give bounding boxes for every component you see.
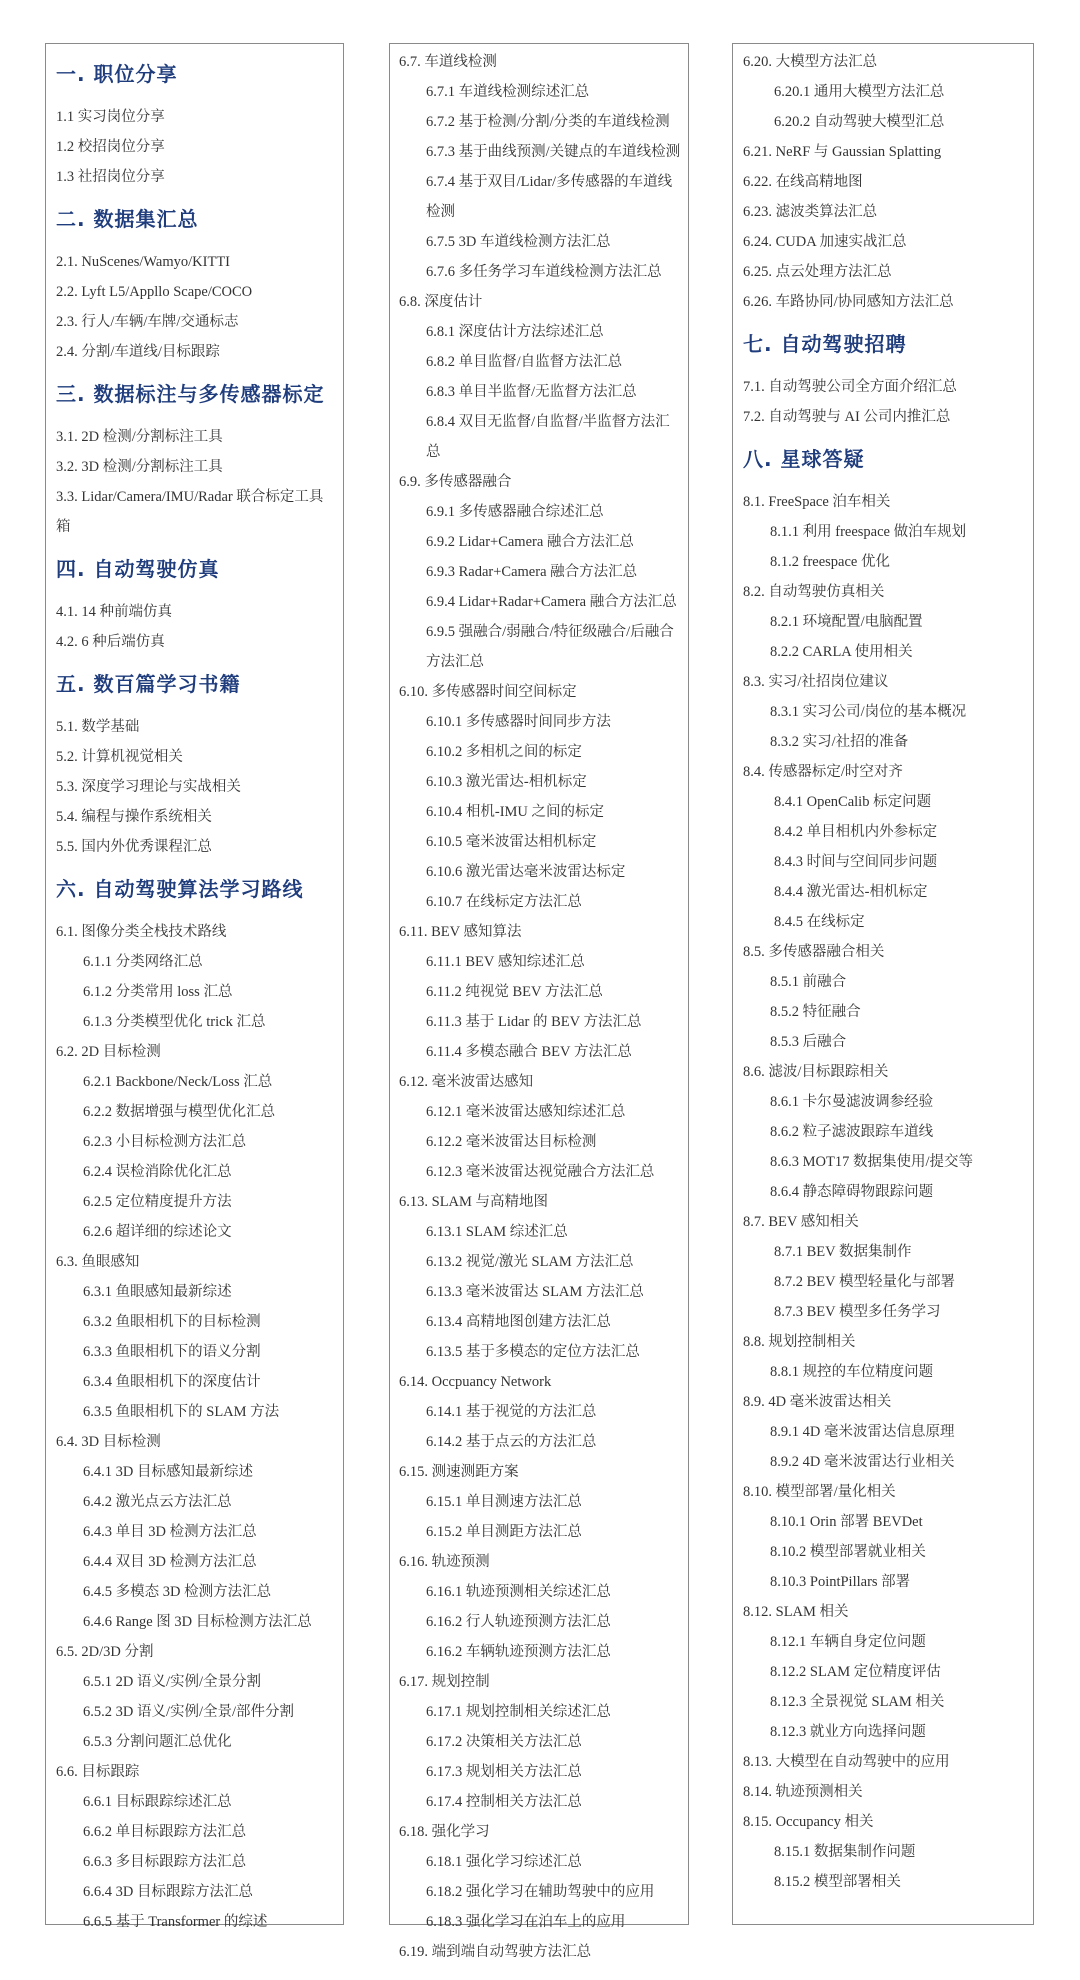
toc-subitem[interactable]: 6.2.1 Backbone/Neck/Loss 汇总 xyxy=(83,1074,273,1090)
toc-subitem[interactable]: 6.13.1 SLAM 综述汇总 xyxy=(426,1224,568,1240)
toc-subitem[interactable]: 8.10.1 Orin 部署 BEVDet xyxy=(770,1514,923,1530)
toc-subitem[interactable]: 8.7.1 BEV 数据集制作 xyxy=(774,1244,912,1260)
toc-subitem[interactable]: 8.15.2 模型部署相关 xyxy=(774,1874,901,1890)
toc-item[interactable]: 6.4. 3D 目标检测 xyxy=(56,1434,161,1450)
toc-item[interactable]: 6.23. 滤波类算法汇总 xyxy=(743,204,878,220)
toc-subitem[interactable]: 6.4.5 多模态 3D 检测方法汇总 xyxy=(83,1584,272,1600)
toc-item[interactable]: 4.1. 14 种前端仿真 xyxy=(56,604,172,620)
toc-subitem[interactable]: 6.1.3 分类模型优化 trick 汇总 xyxy=(83,1014,266,1030)
toc-item[interactable]: 6.25. 点云处理方法汇总 xyxy=(743,264,892,280)
toc-item[interactable]: 6.15. 测速测距方案 xyxy=(399,1464,519,1480)
toc-subitem[interactable]: 6.2.6 超详细的综述论文 xyxy=(83,1224,232,1240)
toc-item[interactable]: 8.13. 大模型在自动驾驶中的应用 xyxy=(743,1754,950,1770)
toc-subitem[interactable]: 6.18.1 强化学习综述汇总 xyxy=(426,1854,582,1870)
toc-subitem[interactable]: 6.6.4 3D 目标跟踪方法汇总 xyxy=(83,1884,253,1900)
toc-subitem[interactable]: 6.6.3 多目标跟踪方法汇总 xyxy=(83,1854,247,1870)
toc-subitem[interactable]: 8.3.1 实习公司/岗位的基本概况 xyxy=(770,704,967,720)
toc-subitem[interactable]: 6.18.2 强化学习在辅助驾驶中的应用 xyxy=(426,1884,655,1900)
toc-subitem[interactable]: 6.5.1 2D 语义/实例/全景分割 xyxy=(83,1674,262,1690)
section-heading: 三. 数据标注与多传感器标定 xyxy=(56,382,325,406)
section-heading: 四. 自动驾驶仿真 xyxy=(56,557,220,581)
toc-item[interactable]: 2.3. 行人/车辆/车牌/交通标志 xyxy=(56,314,239,330)
section-heading: 二. 数据集汇总 xyxy=(56,207,199,231)
toc-item[interactable]: 8.7. BEV 感知相关 xyxy=(743,1214,859,1230)
toc-subitem[interactable]: 8.6.4 静态障碍物跟踪问题 xyxy=(770,1184,934,1200)
toc-subitem[interactable]: 8.10.2 模型部署就业相关 xyxy=(770,1544,926,1560)
toc-item[interactable]: 8.10. 模型部署/量化相关 xyxy=(743,1484,896,1500)
toc-subitem[interactable]: 6.11.4 多模态融合 BEV 方法汇总 xyxy=(426,1044,632,1060)
toc-item[interactable]: 5.3. 深度学习理论与实战相关 xyxy=(56,779,241,795)
toc-item[interactable]: 8.6. 滤波/目标跟踪相关 xyxy=(743,1064,889,1080)
toc-subitem[interactable]: 8.5.2 特征融合 xyxy=(770,1004,861,1020)
section-heading: 五. 数百篇学习书籍 xyxy=(56,672,241,696)
toc-item[interactable]: 1.3 社招岗位分享 xyxy=(56,169,165,185)
toc-subitem[interactable]: 8.2.2 CARLA 使用相关 xyxy=(770,644,913,660)
toc-item[interactable]: 8.8. 规划控制相关 xyxy=(743,1334,856,1350)
toc-subitem[interactable]: 6.10.1 多传感器时间同步方法 xyxy=(426,714,611,730)
toc-subitem[interactable]: 6.3.3 鱼眼相机下的语义分割 xyxy=(83,1344,261,1360)
toc-subitem[interactable]: 6.4.3 单目 3D 检测方法汇总 xyxy=(83,1524,257,1540)
toc-subitem[interactable]: 6.11.3 基于 Lidar 的 BEV 方法汇总 xyxy=(426,1014,642,1030)
toc-subitem[interactable]: 6.17.4 控制相关方法汇总 xyxy=(426,1794,582,1810)
toc-subitem[interactable]: 8.15.1 数据集制作问题 xyxy=(774,1844,916,1860)
toc-subitem[interactable]: 8.6.1 卡尔曼滤波调参经验 xyxy=(770,1094,934,1110)
toc-subitem[interactable]: 6.14.2 基于点云的方法汇总 xyxy=(426,1434,597,1450)
toc-subitem[interactable]: 6.16.2 行人轨迹预测方法汇总 xyxy=(426,1614,611,1630)
toc-subitem[interactable]: 6.4.4 双目 3D 检测方法汇总 xyxy=(83,1554,257,1570)
toc-item[interactable]: 6.16. 轨迹预测 xyxy=(399,1554,490,1570)
section-heading: 八. 星球答疑 xyxy=(743,447,865,471)
toc-item[interactable]: 4.2. 6 种后端仿真 xyxy=(56,634,165,650)
toc-item[interactable]: 6.11. BEV 感知算法 xyxy=(399,924,522,940)
toc-item[interactable]: 8.1. FreeSpace 泊车相关 xyxy=(743,494,891,510)
toc-subitem[interactable]: 6.10.7 在线标定方法汇总 xyxy=(426,894,582,910)
toc-subitem[interactable]: 6.9.1 多传感器融合综述汇总 xyxy=(426,504,604,520)
toc-subitem[interactable]: 6.12.3 毫米波雷达视觉融合方法汇总 xyxy=(426,1164,655,1180)
toc-subitem[interactable]: 8.4.4 激光雷达-相机标定 xyxy=(774,884,928,900)
toc-item[interactable]: 6.12. 毫米波雷达感知 xyxy=(399,1074,534,1090)
toc-item[interactable]: 6.7. 车道线检测 xyxy=(399,54,497,70)
toc-subitem[interactable]: 6.20.1 通用大模型方法汇总 xyxy=(774,84,945,100)
toc-column-3 xyxy=(732,43,1034,1925)
toc-item[interactable]: 6.18. 强化学习 xyxy=(399,1824,490,1840)
section-heading: 一. 职位分享 xyxy=(56,62,178,86)
toc-subitem[interactable]: 6.10.3 激光雷达-相机标定 xyxy=(426,774,587,790)
toc-subitem[interactable]: 8.1.2 freespace 优化 xyxy=(770,554,890,570)
toc-subitem[interactable]: 8.12.1 车辆自身定位问题 xyxy=(770,1634,926,1650)
toc-column-1 xyxy=(45,43,344,1930)
toc-subitem[interactable]: 6.12.2 毫米波雷达目标检测 xyxy=(426,1134,597,1150)
toc-item[interactable]: 6.8. 深度估计 xyxy=(399,294,483,310)
toc-item[interactable]: 2.2. Lyft L5/Appllo Scape/COCO xyxy=(56,284,253,300)
toc-subitem[interactable]: 6.4.6 Range 图 3D 目标检测方法汇总 xyxy=(83,1614,312,1630)
toc-subitem[interactable]: 6.7.4 基于双目/Lidar/多传感器的车道线检测 xyxy=(426,174,673,220)
toc-item[interactable]: 2.4. 分割/车道线/目标跟踪 xyxy=(56,344,220,360)
toc-subitem[interactable]: 6.20.2 自动驾驶大模型汇总 xyxy=(774,114,945,130)
toc-subitem[interactable]: 6.9.5 强融合/弱融合/特征级融合/后融合方法汇总 xyxy=(426,624,674,670)
toc-subitem[interactable]: 8.6.2 粒子滤波跟踪车道线 xyxy=(770,1124,934,1140)
toc-subitem[interactable]: 6.16.1 轨迹预测相关综述汇总 xyxy=(426,1584,611,1600)
toc-item[interactable]: 2.1. NuScenes/Wamyo/KITTI xyxy=(56,254,230,270)
toc-item[interactable]: 8.9. 4D 毫米波雷达相关 xyxy=(743,1394,892,1410)
toc-subitem[interactable]: 8.9.2 4D 毫米波雷达行业相关 xyxy=(770,1454,955,1470)
toc-item[interactable]: 6.26. 车路协同/协同感知方法汇总 xyxy=(743,294,954,310)
toc-subitem[interactable]: 8.3.2 实习/社招的准备 xyxy=(770,734,909,750)
toc-subitem[interactable]: 8.7.3 BEV 模型多任务学习 xyxy=(774,1304,941,1320)
toc-item[interactable]: 7.2. 自动驾驶与 AI 公司内推汇总 xyxy=(743,409,951,425)
toc-item[interactable]: 1.1 实习岗位分享 xyxy=(56,109,165,125)
toc-item[interactable]: 6.1. 图像分类全栈技术路线 xyxy=(56,924,227,940)
toc-item[interactable]: 6.22. 在线高精地图 xyxy=(743,174,863,190)
toc-subitem[interactable]: 6.13.4 高精地图创建方法汇总 xyxy=(426,1314,611,1330)
toc-item[interactable]: 6.13. SLAM 与高精地图 xyxy=(399,1194,549,1210)
toc-item[interactable]: 6.10. 多传感器时间空间标定 xyxy=(399,684,577,700)
toc-item[interactable]: 7.1. 自动驾驶公司全方面介绍汇总 xyxy=(743,379,957,395)
toc-subitem[interactable]: 6.8.1 深度估计方法综述汇总 xyxy=(426,324,604,340)
toc-item[interactable]: 6.9. 多传感器融合 xyxy=(399,474,512,490)
toc-subitem[interactable]: 6.3.4 鱼眼相机下的深度估计 xyxy=(83,1374,261,1390)
toc-subitem[interactable]: 8.8.1 规控的车位精度问题 xyxy=(770,1364,934,1380)
toc-item[interactable]: 6.5. 2D/3D 分割 xyxy=(56,1644,154,1660)
toc-item[interactable]: 8.14. 轨迹预测相关 xyxy=(743,1784,863,1800)
toc-item[interactable]: 8.5. 多传感器融合相关 xyxy=(743,944,885,960)
toc-subitem[interactable]: 6.15.2 单目测距方法汇总 xyxy=(426,1524,582,1540)
toc-item[interactable]: 8.2. 自动驾驶仿真相关 xyxy=(743,584,885,600)
toc-subitem[interactable]: 6.9.2 Lidar+Camera 融合方法汇总 xyxy=(426,534,634,550)
toc-item[interactable]: 5.4. 编程与操作系统相关 xyxy=(56,809,212,825)
toc-item[interactable]: 1.2 校招岗位分享 xyxy=(56,139,165,155)
toc-subitem[interactable]: 6.5.3 分割问题汇总优化 xyxy=(83,1734,232,1750)
toc-subitem[interactable]: 6.2.3 小目标检测方法汇总 xyxy=(83,1134,247,1150)
toc-subitem[interactable]: 6.7.2 基于检测/分割/分类的车道线检测 xyxy=(426,114,670,130)
toc-subitem[interactable]: 6.15.1 单目测速方法汇总 xyxy=(426,1494,582,1510)
toc-item[interactable]: 5.1. 数学基础 xyxy=(56,719,140,735)
toc-item[interactable]: 8.12. SLAM 相关 xyxy=(743,1604,849,1620)
toc-subitem[interactable]: 6.2.4 误检消除优化汇总 xyxy=(83,1164,232,1180)
toc-subitem[interactable]: 6.12.1 毫米波雷达感知综述汇总 xyxy=(426,1104,626,1120)
toc-subitem[interactable]: 6.8.4 双目无监督/自监督/半监督方法汇总 xyxy=(426,414,670,460)
toc-subitem[interactable]: 6.17.2 决策相关方法汇总 xyxy=(426,1734,582,1750)
toc-subitem[interactable]: 6.8.3 单目半监督/无监督方法汇总 xyxy=(426,384,637,400)
toc-subitem[interactable]: 6.11.2 纯视觉 BEV 方法汇总 xyxy=(426,984,603,1000)
toc-subitem[interactable]: 6.6.1 目标跟踪综述汇总 xyxy=(83,1794,232,1810)
toc-item[interactable]: 6.20. 大模型方法汇总 xyxy=(743,54,878,70)
toc-item[interactable]: 8.15. Occupancy 相关 xyxy=(743,1814,874,1830)
toc-subitem[interactable]: 8.5.1 前融合 xyxy=(770,974,847,990)
toc-item[interactable]: 6.24. CUDA 加速实战汇总 xyxy=(743,234,907,250)
toc-subitem[interactable]: 8.4.5 在线标定 xyxy=(774,914,865,930)
toc-subitem[interactable]: 8.12.3 就业方向选择问题 xyxy=(770,1724,926,1740)
toc-item[interactable]: 6.14. Occpuancy Network xyxy=(399,1374,552,1390)
toc-subitem[interactable]: 6.4.2 激光点云方法汇总 xyxy=(83,1494,232,1510)
toc-item[interactable]: 6.6. 目标跟踪 xyxy=(56,1764,140,1780)
toc-subitem[interactable]: 8.6.3 MOT17 数据集使用/提交等 xyxy=(770,1154,973,1170)
toc-subitem[interactable]: 8.2.1 环境配置/电脑配置 xyxy=(770,614,923,630)
toc-item[interactable]: 6.3. 鱼眼感知 xyxy=(56,1254,140,1270)
toc-subitem[interactable]: 6.7.3 基于曲线预测/关键点的车道线检测 xyxy=(426,144,681,160)
toc-subitem[interactable]: 6.5.2 3D 语义/实例/全景/部件分割 xyxy=(83,1704,295,1720)
toc-subitem[interactable]: 6.17.1 规划控制相关综述汇总 xyxy=(426,1704,611,1720)
toc-subitem[interactable]: 8.12.2 SLAM 定位精度评估 xyxy=(770,1664,941,1680)
toc-item[interactable]: 8.4. 传感器标定/时空对齐 xyxy=(743,764,903,780)
toc-subitem[interactable]: 8.10.3 PointPillars 部署 xyxy=(770,1574,911,1590)
toc-subitem[interactable]: 6.7.6 多任务学习车道线检测方法汇总 xyxy=(426,264,662,280)
toc-subitem[interactable]: 8.7.2 BEV 模型轻量化与部署 xyxy=(774,1274,955,1290)
toc-item[interactable]: 6.21. NeRF 与 Gaussian Splatting xyxy=(743,144,942,160)
toc-subitem[interactable]: 6.7.1 车道线检测综述汇总 xyxy=(426,84,590,100)
toc-subitem[interactable]: 8.9.1 4D 毫米波雷达信息原理 xyxy=(770,1424,955,1440)
toc-item[interactable]: 6.19. 端到端自动驾驶方法汇总 xyxy=(399,1944,592,1960)
toc-subitem[interactable]: 8.5.3 后融合 xyxy=(770,1034,847,1050)
toc-subitem[interactable]: 6.9.3 Radar+Camera 融合方法汇总 xyxy=(426,564,638,580)
toc-item[interactable]: 3.2. 3D 检测/分割标注工具 xyxy=(56,459,223,475)
toc-item[interactable]: 5.2. 计算机视觉相关 xyxy=(56,749,183,765)
toc-subitem[interactable]: 8.4.2 单目相机内外参标定 xyxy=(774,824,938,840)
toc-subitem[interactable]: 6.10.2 多相机之间的标定 xyxy=(426,744,582,760)
toc-subitem[interactable]: 6.8.2 单目监督/自监督方法汇总 xyxy=(426,354,623,370)
toc-subitem[interactable]: 6.1.1 分类网络汇总 xyxy=(83,954,203,970)
section-heading: 七. 自动驾驶招聘 xyxy=(743,332,907,356)
toc-subitem[interactable]: 6.1.2 分类常用 loss 汇总 xyxy=(83,984,233,1000)
toc-subitem[interactable]: 6.3.1 鱼眼感知最新综述 xyxy=(83,1284,232,1300)
toc-subitem[interactable]: 6.3.2 鱼眼相机下的目标检测 xyxy=(83,1314,261,1330)
toc-subitem[interactable]: 8.4.1 OpenCalib 标定问题 xyxy=(774,794,932,810)
toc-item[interactable]: 3.3. Lidar/Camera/IMU/Radar 联合标定工具箱 xyxy=(56,489,324,535)
section-heading: 六. 自动驾驶算法学习路线 xyxy=(56,877,304,901)
toc-subitem[interactable]: 6.3.5 鱼眼相机下的 SLAM 方法 xyxy=(83,1404,280,1420)
toc-subitem[interactable]: 6.13.3 毫米波雷达 SLAM 方法汇总 xyxy=(426,1284,644,1300)
toc-subitem[interactable]: 6.17.3 规划相关方法汇总 xyxy=(426,1764,582,1780)
toc-subitem[interactable]: 6.10.5 毫米波雷达相机标定 xyxy=(426,834,597,850)
toc-subitem[interactable]: 6.10.6 激光雷达毫米波雷达标定 xyxy=(426,864,626,880)
toc-subitem[interactable]: 6.2.2 数据增强与模型优化汇总 xyxy=(83,1104,276,1120)
toc-subitem[interactable]: 6.2.5 定位精度提升方法 xyxy=(83,1194,232,1210)
toc-subitem[interactable]: 6.9.4 Lidar+Radar+Camera 融合方法汇总 xyxy=(426,594,677,610)
toc-subitem[interactable]: 6.14.1 基于视觉的方法汇总 xyxy=(426,1404,597,1420)
toc-subitem[interactable]: 8.4.3 时间与空间同步问题 xyxy=(774,854,938,870)
toc-item[interactable]: 6.17. 规划控制 xyxy=(399,1674,490,1690)
toc-subitem[interactable]: 6.16.2 车辆轨迹预测方法汇总 xyxy=(426,1644,611,1660)
toc-subitem[interactable]: 6.11.1 BEV 感知综述汇总 xyxy=(426,954,585,970)
toc-item[interactable]: 3.1. 2D 检测/分割标注工具 xyxy=(56,429,223,445)
toc-item[interactable]: 6.2. 2D 目标检测 xyxy=(56,1044,161,1060)
toc-subitem[interactable]: 8.1.1 利用 freespace 做泊车规划 xyxy=(770,524,967,540)
toc-subitem[interactable]: 6.13.5 基于多模态的定位方法汇总 xyxy=(426,1344,640,1360)
toc-subitem[interactable]: 6.10.4 相机-IMU 之间的标定 xyxy=(426,804,605,820)
toc-item[interactable]: 8.3. 实习/社招岗位建议 xyxy=(743,674,889,690)
toc-item[interactable]: 5.5. 国内外优秀课程汇总 xyxy=(56,839,212,855)
toc-subitem[interactable]: 6.13.2 视觉/激光 SLAM 方法汇总 xyxy=(426,1254,634,1270)
toc-subitem[interactable]: 6.4.1 3D 目标感知最新综述 xyxy=(83,1464,253,1480)
toc-subitem[interactable]: 6.6.2 单目标跟踪方法汇总 xyxy=(83,1824,247,1840)
toc-subitem[interactable]: 6.7.5 3D 车道线检测方法汇总 xyxy=(426,234,611,250)
toc-subitem[interactable]: 8.12.3 全景视觉 SLAM 相关 xyxy=(770,1694,945,1710)
toc-subitem[interactable]: 6.18.3 强化学习在泊车上的应用 xyxy=(426,1914,626,1930)
toc-column-2 xyxy=(389,43,689,1960)
toc-subitem[interactable]: 6.6.5 基于 Transformer 的综述 xyxy=(83,1914,268,1930)
